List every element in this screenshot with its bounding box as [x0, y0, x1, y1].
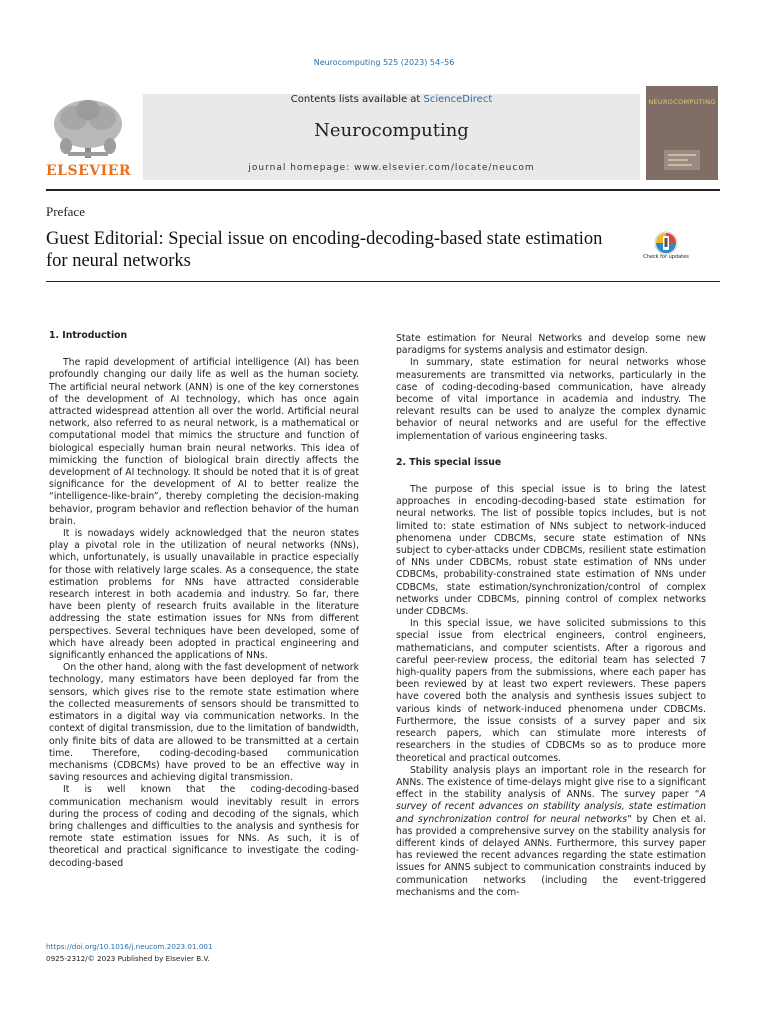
journal-cover-title: NEUROCOMPUTING — [648, 98, 716, 106]
body-paragraph: In this special issue, we have solicited submissions to this special issue from electrical engineers, control engineers, mathematicians, and computer scientists. After a rigorous and careful peer-review process, the editorial team has selected 7 high-quality papers from the submissions, where each paper has been reviewed by at least two expert reviewers. These papers have covered both the analysis and synthesis issues subject to various kinds of network-induced phenomena under CDBCMs. Furthermore, the issue consists of a survey paper and six research papers, which can stimulate more interests of researchers in the studies of CDBCMs so as to produce more theoretical and practical outcomes. — [396, 618, 706, 764]
header-divider — [46, 189, 720, 191]
survey-paper-title: A survey of recent advances on stability analysis, state estimation and synchronization control for neural networks — [396, 789, 706, 825]
body-paragraph: The purpose of this special issue is to bring the latest approaches in encoding-decoding-based state estimation for neural networks. The list of possible topics includes, but is not limited to: state estimation of NNs subject to network-induced phenomena under CDBCMs, secure state estimation of NNs subject to cyber-attacks under CDBCMs, resilient state estimation of NNs under CDBCMs, robust state estimation of NNs under CDBCMs, probability-constrained state estimation of NNs under CDBCMs, state estimation/synchronization/control of complex networks under CDBCMs, pinning control of complex networks under CDBCMs. — [396, 484, 706, 618]
body-paragraph-stability — [396, 765, 706, 899]
contents-prefix: Contents lists available at — [290, 94, 424, 105]
stability-text-end: ” by Chen et al. has provided a comprehensive survey on the stability analysis for different kinds of delayed ANNs. Furthermore, this survey paper has reviewed the recent advances regarding the state estimation issues for ANNS subject to communication constraints induced by communication networks (including the event-triggered mechanisms and the com- — [396, 813, 706, 898]
body-paragraph: The rapid development of artificial intelligence (AI) has been profoundly changing our daily life as well as the human society. The artificial neural network (ANN) is one of the key cornerstones of the development of AI technology, which has once again attracted widespread attention all over the world. Artificial neural network, also referred to as neural network, is a mathematical or computational model that mimics the structure and function of biological especially human brain neural networks. This idea of mimicking the function of biological brain directly affects the development of AI technology. It should be noted that it is of great significance for the development of AI to better realize the “intelligence-like-brain”, thereby completing the decision-making behavior, program behavior and reflection behavior of the human brain. — [49, 357, 359, 527]
doi-link[interactable]: https://doi.org/10.1016/j.neucom.2023.01.001 — [46, 942, 213, 951]
left-text-column — [49, 330, 359, 870]
journal-homepage-line — [143, 163, 640, 173]
section-heading-special-issue: 2. This special issue — [396, 456, 502, 468]
issn-copyright: 0925-2312/© 2023 Published by Elsevier B.V. — [46, 954, 210, 963]
article-title: Guest Editorial: Special issue on encoding-decoding-based state estimation for neural networks — [46, 229, 603, 271]
crossmark-label[interactable]: Check for updates — [643, 254, 689, 260]
homepage-prefix: journal homepage: — [248, 163, 355, 173]
crossmark-icon[interactable] — [648, 230, 684, 270]
article-type-label: Preface — [46, 204, 85, 219]
section-heading-introduction: 1. Introduction — [49, 330, 128, 341]
elsevier-wordmark: ELSEVIER — [46, 163, 132, 179]
journal-citation-link[interactable]: Neurocomputing 525 (2023) 54–56 — [313, 58, 455, 67]
journal-homepage-link[interactable]: www.elsevier.com/locate/neucom — [354, 163, 535, 173]
cover-decoration-icon — [664, 150, 700, 170]
body-paragraph: It is nowadays widely acknowledged that the neuron states play a pivotal role in the utilization of neural networks (NNs), which, unfortunately, is usually unavailable in practice especially for those with relatively large scales. As a consequence, the state estimation problems for NNs have attracted considerable research interest in both academia and industry. So far, there have been plenty of research fruits available in the literature addressing the state estimation issues for NNs from different perspectives. Several techniques have been developed, some of which have already been adopted in practical engineering and significantly enhanced the applications of NNs. — [49, 528, 359, 662]
body-paragraph: On the other hand, along with the fast development of network technology, many estimators have been deployed far from the sensors, which gives rise to the remote state estimation where the collected measurements of sensors should be transmitted to estimators in a digital way via communication networks. In the context of digital transmission, due to the limitation of bandwidth, only finite bits of data are allowed to be transmitted at a certain time. Therefore, coding-decoding-based communication mechanisms (CDBCMs) have proved to be an effective way in saving resources and achieving digital transmission. — [49, 662, 359, 784]
stability-text-start: Stability analysis plays an important role in the research for ANNs. The existence of time-delays might give rise to a significant effect in the stability analysis of ANNs. The survey paper “ — [396, 764, 706, 801]
continued-paragraph: State estimation for Neural Networks and develop some new paradigms for systems analysis and estimator design. — [396, 333, 706, 357]
journal-title: Neurocomputing — [314, 120, 469, 141]
summary-paragraph: In summary, state estimation for neural networks whose measurements are transmitted via networks, particularly in the case of coding-decoding-based communication, have already become of vital importance in academia and industry. The relevant results can be used to analyze the complex dynamic behavior of neural networks and are useful for the effective implementation of various engineering tasks. — [396, 357, 706, 442]
sciencedirect-link[interactable]: ScienceDirect — [423, 94, 493, 105]
right-text-column — [396, 333, 706, 899]
body-paragraph: It is well known that the coding-decoding-based communication mechanism would inevitably result in errors during the process of coding and decoding of the signals, which bring challenges and difficulties to the analysis and synthesis for remote state estimation issues for NNs. As such, it is of theoretical and practical significance to investigate the coding-decoding-based — [49, 784, 359, 869]
title-divider — [46, 281, 720, 282]
contents-available-line — [143, 94, 640, 106]
